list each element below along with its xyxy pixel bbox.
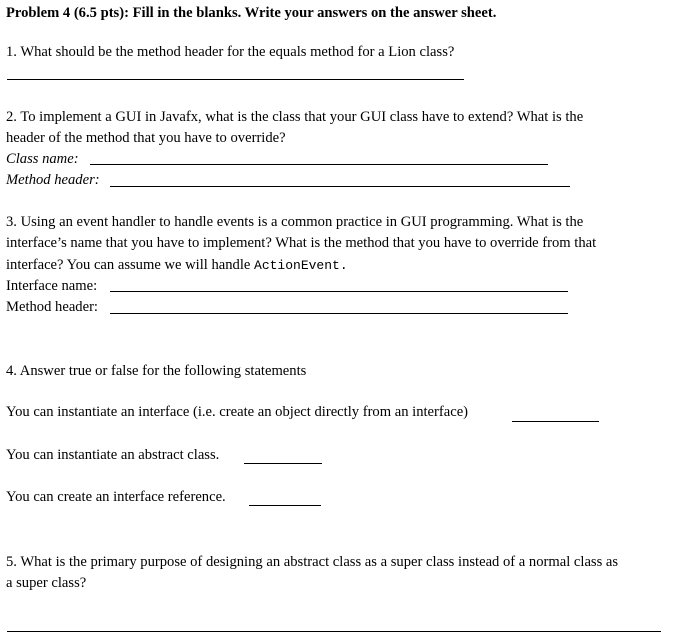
statement-2-blank[interactable] <box>244 463 322 464</box>
question-3-line-1: 3. Using an event handler to handle events is a common practice in GUI programming. What is the <box>6 214 584 230</box>
question-4-title: 4. Answer true or false for the following statements <box>6 363 307 379</box>
statement-1-blank[interactable] <box>512 421 599 422</box>
method-header-label: Method header: <box>6 172 100 188</box>
question-3-line-3-prefix: interface? You can assume we will handle <box>6 257 255 273</box>
question-3-line-3 <box>6 256 348 275</box>
statement-3: You can create an interface reference. <box>6 489 226 505</box>
question-2-line-1: 2. To implement a GUI in Javafx, what is the class that your GUI class have to extend? What is the <box>6 109 584 125</box>
statement-2: You can instantiate an abstract class. <box>6 447 220 463</box>
class-name-blank[interactable] <box>90 164 548 165</box>
statement-3-blank[interactable] <box>249 505 321 506</box>
question-5-line-1: 5. What is the primary purpose of designing an abstract class as a super class instead of a normal class as <box>6 554 619 570</box>
q2-method-header-blank[interactable] <box>110 186 570 187</box>
question-5-line-2: a super class? <box>6 575 87 591</box>
question-3-line-3-suffix: . <box>339 258 348 273</box>
action-event-code: ActionEvent <box>254 258 340 273</box>
problem-title: Problem 4 (6.5 pts): Fill in the blanks. Write your answers on the answer sheet. <box>6 5 497 21</box>
class-name-label: Class name: <box>6 151 79 167</box>
q3-method-header-label: Method header: <box>6 299 98 315</box>
q3-method-header-blank[interactable] <box>110 313 568 314</box>
q5-answer-blank[interactable] <box>7 631 661 632</box>
interface-name-blank[interactable] <box>110 291 568 292</box>
statement-1: You can instantiate an interface (i.e. create an object directly from an interface) <box>6 404 469 420</box>
q1-answer-blank[interactable] <box>7 79 464 80</box>
interface-name-label: Interface name: <box>6 278 98 294</box>
question-1-text: 1. What should be the method header for the equals method for a Lion class? <box>6 44 455 60</box>
question-3-line-2: interface’s name that you have to implement? What is the method that you have to override from that <box>6 235 597 251</box>
question-2-line-2: header of the method that you have to override? <box>6 130 286 146</box>
